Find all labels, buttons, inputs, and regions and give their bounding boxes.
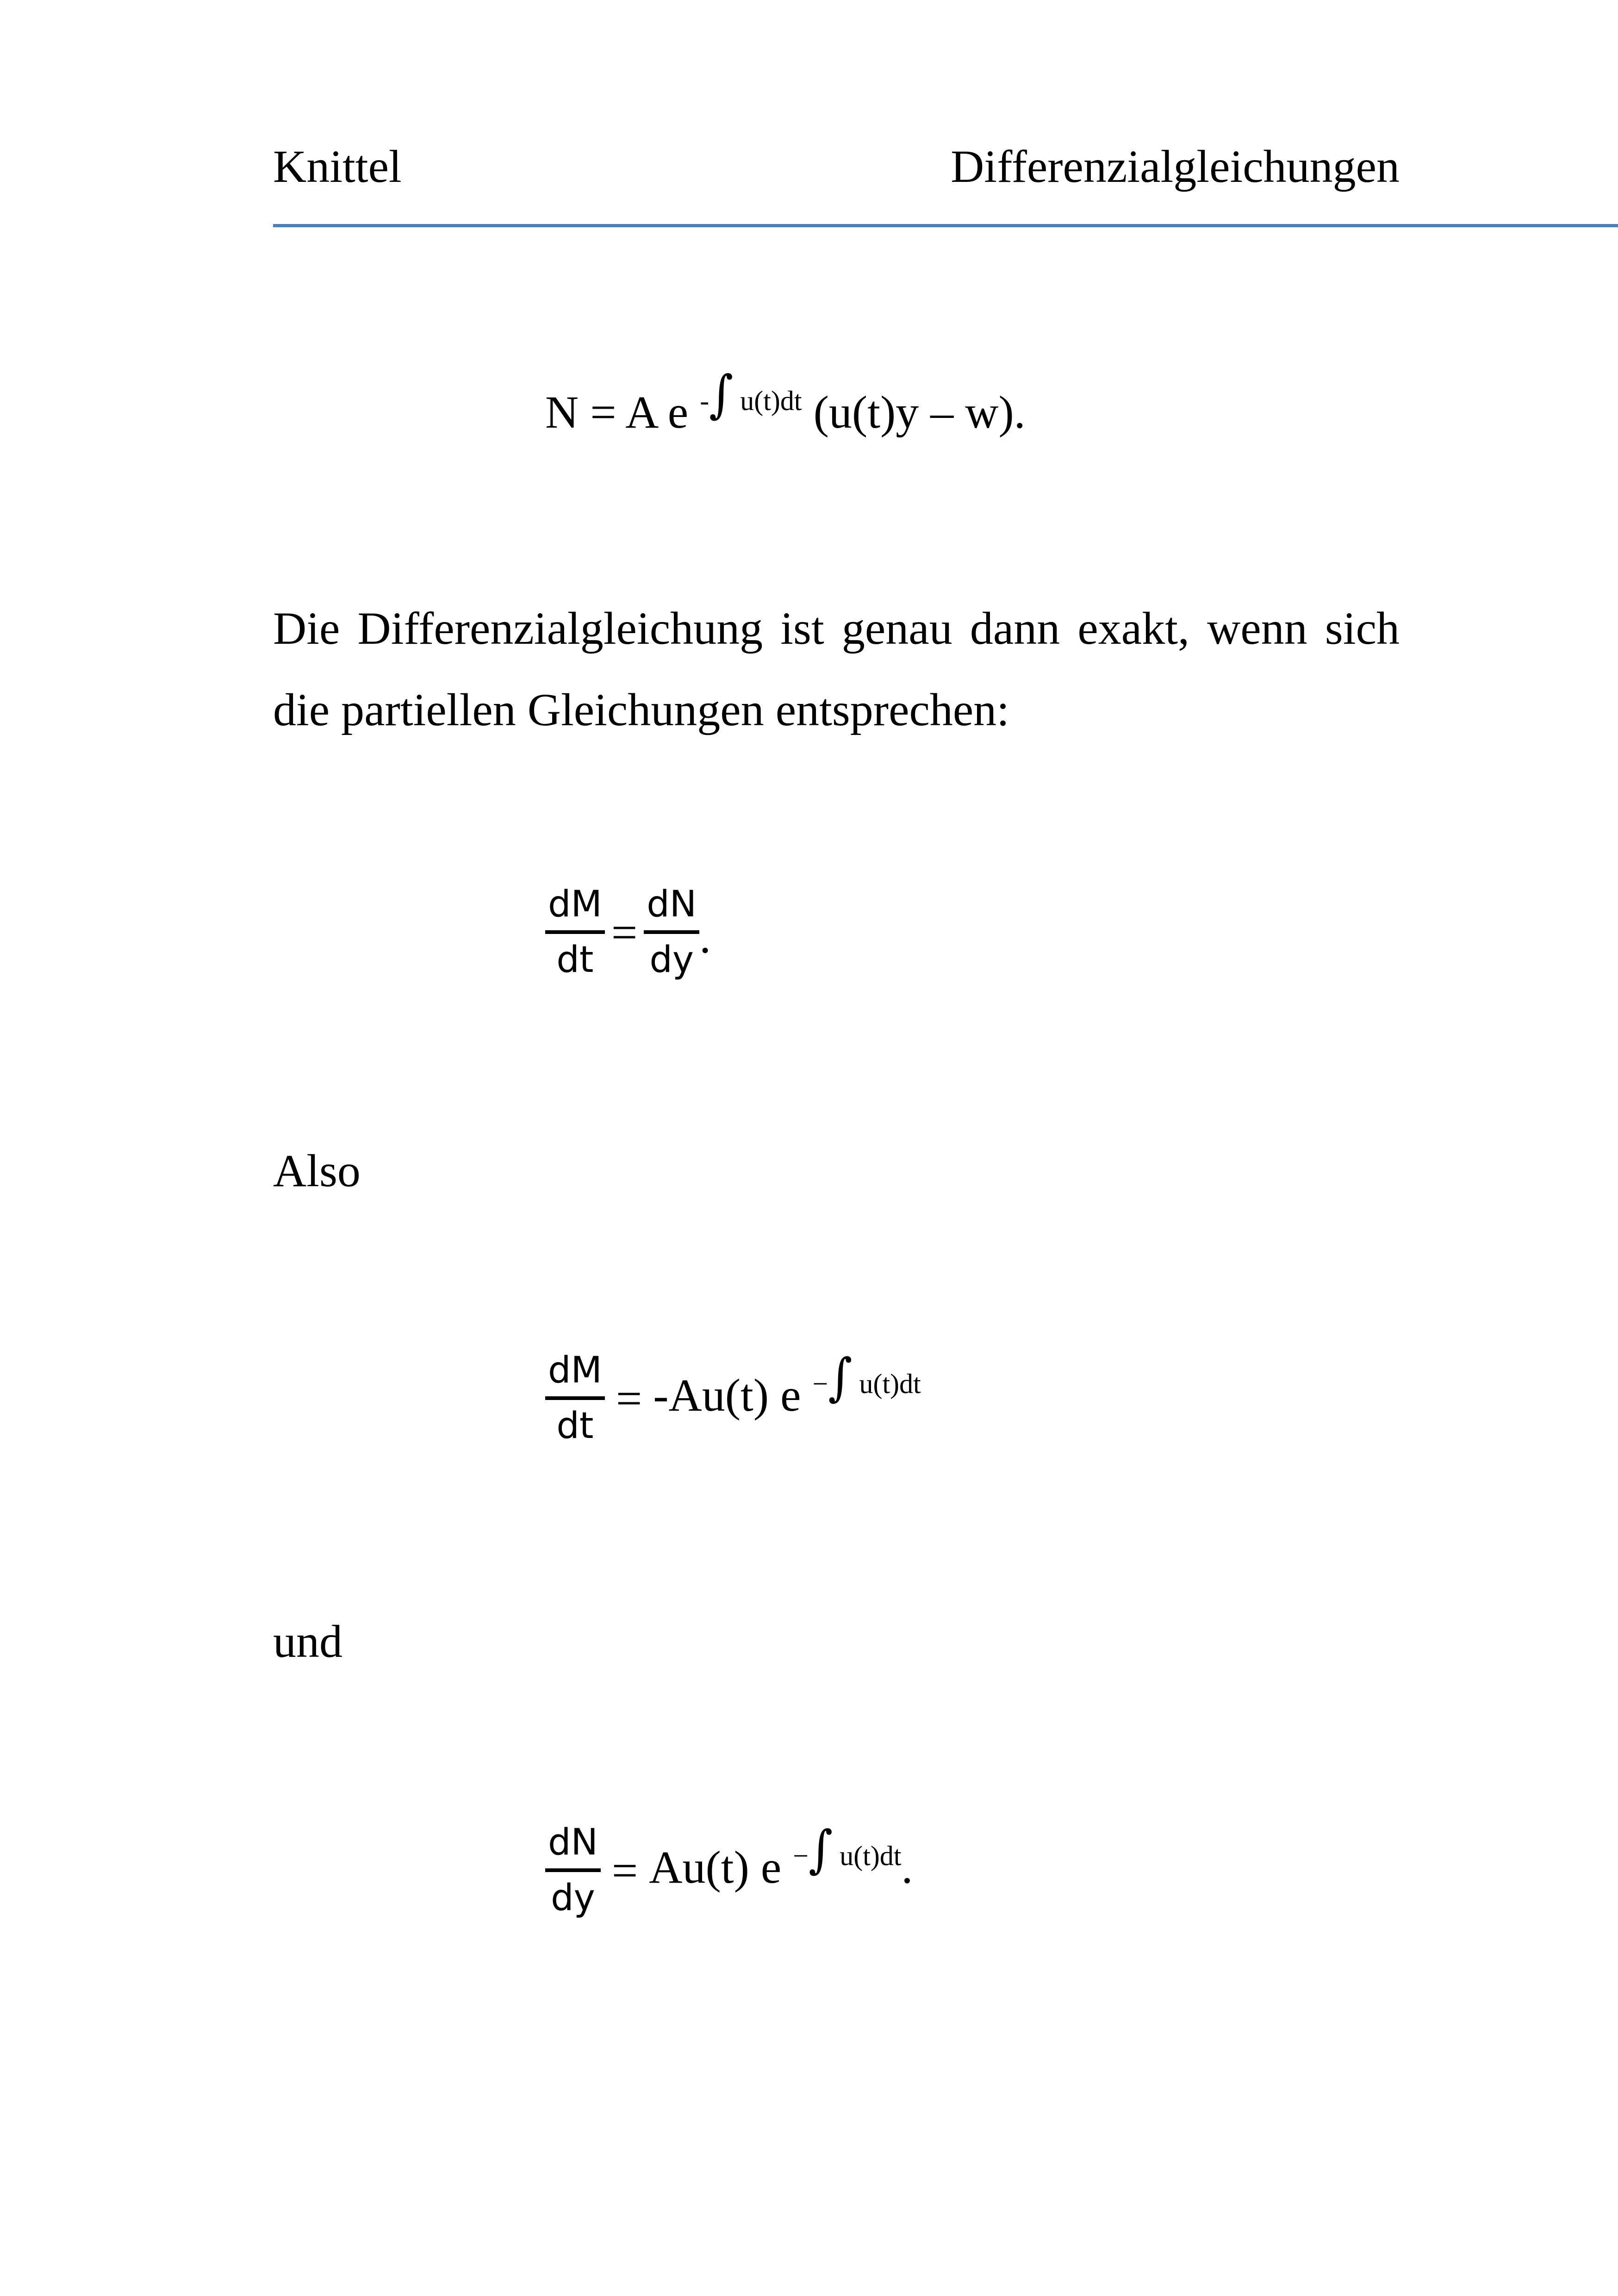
equation-dn-rhs: Au(t) e $^{-\int u(t)dt}$. — [649, 1819, 913, 1893]
integral-symbol: ∫ — [709, 364, 734, 424]
fraction-dn-dy: dN dy — [545, 1817, 601, 1924]
fraction-dn-dy: dN dy — [644, 878, 699, 986]
equation-dm-dt — [545, 1344, 921, 1452]
equation-dm-rhs: -Au(t) e $^{-\int u(t)dt}$ — [653, 1347, 921, 1421]
header-title: Differenzialgleichungen — [951, 141, 1400, 192]
equation-period: . — [699, 911, 711, 963]
equals-sign: = — [611, 1844, 638, 1896]
text-also: Also — [273, 1145, 361, 1196]
integral-symbol: ∫ — [809, 1819, 833, 1879]
equation-exactness — [545, 878, 711, 986]
equals-sign: = — [616, 1372, 642, 1424]
equation-n-exponent: -∫ u(t)dt — [700, 386, 802, 416]
fraction-dm-dt: dM dt — [545, 878, 605, 986]
header-author: Knittel — [273, 141, 402, 192]
fraction-dm-dt: dM dt — [545, 1344, 605, 1452]
header-divider — [273, 224, 1618, 227]
equals-sign: = — [611, 906, 638, 958]
equation-n-lhs: N = A e — [545, 386, 689, 438]
equation-n — [545, 364, 1026, 446]
text-und: und — [273, 1616, 342, 1667]
equation-n-rhs: (u(t)y – w). — [813, 386, 1026, 438]
equation-dn-dy — [545, 1817, 913, 1924]
body-paragraph: Die Differenzialgleichung ist genau dann exakt, wenn sich die partiellen Gleichungen entsprechen: — [273, 603, 1400, 735]
integral-symbol: ∫ — [828, 1347, 853, 1407]
